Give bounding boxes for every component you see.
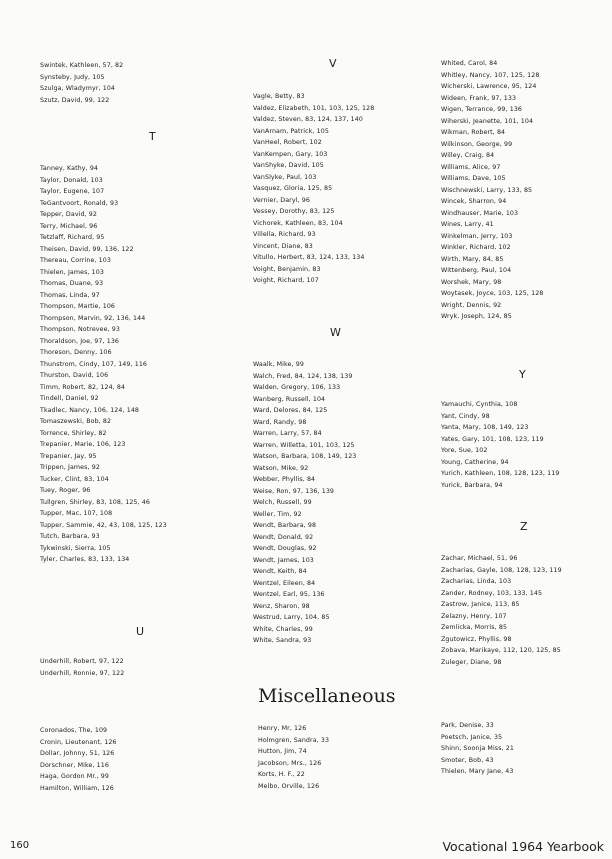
index-entry: Wigen, Terrance, 99, 136 xyxy=(441,106,523,113)
index-entry: Wentzel, Earl, 95, 136 xyxy=(253,591,325,598)
index-entry: Wenz, Sharon, 98 xyxy=(253,602,310,610)
index-entry: Thomas, Duane, 93 xyxy=(40,280,104,287)
index-entry: Park, Denise, 33 xyxy=(441,722,494,729)
page-number: 160 xyxy=(10,840,30,851)
index-entry: Williams, Dave, 105 xyxy=(441,175,506,182)
col3-y-entries xyxy=(441,399,612,491)
index-entry: Waalk, Mike, 99 xyxy=(253,361,304,368)
index-entry: Dollar, Johnny, 51, 126 xyxy=(40,750,115,757)
index-entry: Vasquez, Gloria, 125, 85 xyxy=(253,185,333,192)
index-entry: Coronados, The, 109 xyxy=(40,727,108,734)
index-entry: Tupper, Sammie, 42, 43, 108, 125, 123 xyxy=(40,521,167,529)
index-entry: Weller, Tim, 92 xyxy=(253,510,302,518)
index-entry: Zander, Rodney, 103, 133, 145 xyxy=(441,589,543,597)
index-entry: Westrud, Larry, 104, 85 xyxy=(253,614,330,621)
index-entry: Synsteby, Judy, 105 xyxy=(40,73,105,81)
index-entry: Willey, Craig, 84 xyxy=(441,152,495,159)
index-entry: Young, Catherine, 94 xyxy=(441,458,509,466)
index-entry: Wendt, Douglas, 92 xyxy=(253,545,317,552)
index-entry: Zgutowicz, Phyllis, 98 xyxy=(441,635,512,643)
index-entry: Thompson, Notrevee, 93 xyxy=(40,326,120,333)
col3-w-tail xyxy=(441,58,612,323)
index-entry: Poetsch, Janice, 35 xyxy=(441,733,503,741)
col3-z-entries xyxy=(441,553,612,668)
index-entry: VanKempen, Gary, 103 xyxy=(253,150,328,158)
index-entry: Thielen, James, 103 xyxy=(40,268,105,276)
index-entry: Thurston, David, 106 xyxy=(40,372,109,379)
col2-w-entries xyxy=(253,359,433,647)
index-entry: Yurich, Kathleen, 108, 128, 123, 119 xyxy=(441,470,560,477)
index-entry: Tullgren, Shirley, 83, 108, 125, 46 xyxy=(40,498,150,506)
index-entry: Wentzel, Eileen, 84 xyxy=(253,579,316,587)
col1-s-tail xyxy=(40,60,220,106)
index-entry: Zuleger, Diane, 98 xyxy=(441,658,502,666)
index-entry: Whitley, Nancy, 107, 125, 128 xyxy=(441,71,540,79)
index-entry: Thoreson, Denny, 106 xyxy=(40,349,112,356)
index-entry: Tepper, David, 92 xyxy=(40,211,98,218)
footer-caption: Vocational 1964 Yearbook xyxy=(442,839,604,854)
index-entry: Thereau, Corrine, 103 xyxy=(40,257,111,264)
index-entry: Vagle, Betty, 83 xyxy=(253,93,305,100)
index-entry: Voight, Benjamin, 83 xyxy=(253,265,321,273)
index-entry: Taylor, Eugene, 107 xyxy=(40,188,105,195)
index-entry: Webber, Phyllis, 84 xyxy=(253,476,316,483)
index-entry: Walden, Gregory, 106, 133 xyxy=(253,384,341,391)
index-entry: Windhauser, Marie, 103 xyxy=(441,209,519,217)
index-entry: Haga, Gordon Mr., 99 xyxy=(40,773,109,780)
index-entry: Vessey, Dorothy, 83, 125 xyxy=(253,208,335,215)
index-entry: Timm, Robert, 82, 124, 84 xyxy=(40,383,126,391)
section-letter-v: V xyxy=(329,57,337,70)
index-entry: Tomaszewski, Bob, 82 xyxy=(40,418,112,425)
section-letter-u: U xyxy=(136,625,145,638)
index-entry: Underhill, Ronnie, 97, 122 xyxy=(40,669,125,677)
index-entry: Vichorek, Kathleen, 83, 104 xyxy=(253,219,343,227)
col2-misc-entries xyxy=(258,723,438,792)
index-entry: Wanberg, Russell, 104 xyxy=(253,395,326,403)
index-entry: Theisen, David, 99, 136, 122 xyxy=(40,245,134,253)
index-entry: Cronin, Lieutenant, 126 xyxy=(40,738,117,746)
index-entry: Trepanier, Jay, 95 xyxy=(40,452,97,460)
index-entry: Shinn, Soonja Miss, 21 xyxy=(441,745,514,752)
index-entry: Wendt, Barbara, 98 xyxy=(253,522,317,529)
index-entry: Tutch, Barbara, 93 xyxy=(40,533,100,540)
col1-misc-entries xyxy=(40,725,220,794)
index-entry: VanSlyke, Paul, 103 xyxy=(253,173,317,181)
index-entry: Walch, Fred, 84, 124, 138, 139 xyxy=(253,372,353,380)
index-entry: Yamauchi, Cynthia, 108 xyxy=(441,401,518,408)
index-entry: Voight, Richard, 107 xyxy=(253,277,319,284)
index-entry: VanHeel, Robert, 102 xyxy=(253,139,322,146)
index-entry: Valdez, Elizabeth, 101, 103, 125, 128 xyxy=(253,104,375,112)
index-entry: Wines, Larry, 41 xyxy=(441,221,494,228)
index-entry: Zachar, Michael, 51, 96 xyxy=(441,555,518,562)
index-entry: Yant, Cindy, 98 xyxy=(441,412,490,420)
index-entry: Zacharias, Gayle, 108, 128, 123, 119 xyxy=(441,566,562,574)
misc-heading: Miscellaneous xyxy=(258,685,396,707)
index-entry: Tupper, Mac, 107, 108 xyxy=(40,510,113,517)
index-entry: Vincent, Diane, 83 xyxy=(253,242,313,250)
index-entry: Warren, Willetta, 101, 103, 125 xyxy=(253,441,355,449)
col3-misc-entries xyxy=(441,720,612,778)
index-entry: Villella, Richard, 93 xyxy=(253,231,316,238)
index-entry: VanArnam, Patrick, 105 xyxy=(253,127,329,135)
index-entry: Wendt, James, 103 xyxy=(253,556,314,564)
index-entry: Dorschner, Mike, 116 xyxy=(40,761,109,769)
index-entry: Zelazny, Henry, 107 xyxy=(441,612,507,620)
index-entry: Tanney, Kathy, 94 xyxy=(40,165,99,172)
section-letter-w: W xyxy=(330,326,341,339)
index-entry: Thunstrom, Cindy, 107, 149, 116 xyxy=(40,360,148,368)
index-entry: Thompson, Martie, 106 xyxy=(40,303,116,310)
index-entry: Tykwinski, Sierra, 105 xyxy=(40,544,111,552)
index-entry: Swintek, Kathleen, 57, 82 xyxy=(40,62,124,69)
index-entry: Thompson, Marvin, 92, 136, 144 xyxy=(40,314,146,322)
index-entry: Wendt, Keith, 84 xyxy=(253,568,307,575)
index-entry: Warren, Larry, 57, 84 xyxy=(253,430,322,437)
index-entry: Ward, Delores, 84, 125 xyxy=(253,407,328,414)
index-entry: Tyler, Charles, 83, 133, 134 xyxy=(40,556,130,563)
index-entry: Winkelman, Jerry, 103 xyxy=(441,232,513,240)
index-entry: White, Charles, 99 xyxy=(253,625,313,633)
index-entry: Watson, Mike, 92 xyxy=(253,464,309,472)
index-entry: Trepanier, Marie, 106, 123 xyxy=(40,441,126,448)
index-entry: Woytasek, Joyce, 103, 125, 128 xyxy=(441,290,544,297)
index-entry: Thielen, Mary Jane, 43 xyxy=(441,768,514,775)
index-entry: Holmgren, Sandra, 33 xyxy=(258,736,330,744)
index-entry: Torrence, Shirley, 82 xyxy=(40,429,107,437)
index-entry: Vitullo, Herbert, 83, 124, 133, 134 xyxy=(253,254,365,261)
index-entry: Szulga, Wladymyr, 104 xyxy=(40,85,116,92)
col2-v-entries xyxy=(253,91,433,287)
index-entry: Yurick, Barbara, 94 xyxy=(441,481,503,489)
index-entry: Whited, Carol, 84 xyxy=(441,60,498,67)
index-entry: Tindell, Daniel, 92 xyxy=(40,395,99,402)
index-entry: VanShyke, David, 105 xyxy=(253,162,324,169)
col1-u-entries xyxy=(40,656,220,679)
index-entry: Wiherski, Jeanette, 101, 104 xyxy=(441,117,534,125)
index-entry: Wikman, Robert, 84 xyxy=(441,129,506,136)
index-entry: Thomas, Linda, 97 xyxy=(40,291,100,299)
index-entry: Valdez, Steven, 83, 124, 137, 140 xyxy=(253,116,363,123)
index-entry: White, Sandra, 93 xyxy=(253,637,312,644)
index-entry: Yore, Sue, 102 xyxy=(441,447,488,454)
index-entry: Wicherski, Lawrence, 95, 124 xyxy=(441,83,537,90)
index-entry: Zobava, Marikaye, 112, 120, 125, 85 xyxy=(441,647,561,654)
index-entry: Yates, Gary, 101, 108, 123, 119 xyxy=(441,435,544,443)
index-entry: Tkadlec, Nancy, 106, 124, 148 xyxy=(40,406,140,414)
index-entry: Henry, Mr, 126 xyxy=(258,725,307,732)
index-entry: Korts, H. F., 22 xyxy=(258,771,305,778)
index-entry: Vernier, Daryl, 96 xyxy=(253,196,310,204)
section-letter-t: T xyxy=(149,130,156,143)
index-entry: Wittenberg, Paul, 104 xyxy=(441,267,512,274)
index-entry: Tuey, Roger, 96 xyxy=(40,487,91,494)
index-entry: TeGantvoort, Ronald, 93 xyxy=(40,199,119,207)
index-entry: Hutton, Jim, 74 xyxy=(258,748,307,755)
index-entry: Melbo, Orville, 126 xyxy=(258,782,320,790)
index-entry: Wilkinson, George, 99 xyxy=(441,140,513,148)
index-entry: Wright, Dennis, 92 xyxy=(441,301,502,309)
index-entry: Zemlicka, Morris, 85 xyxy=(441,624,508,631)
col1-t-entries xyxy=(40,163,220,566)
section-letter-z: Z xyxy=(520,520,528,533)
index-entry: Zastrow, Janice, 113, 85 xyxy=(441,601,520,608)
index-entry: Wendt, Donald, 92 xyxy=(253,533,314,541)
index-entry: Smoter, Bob, 43 xyxy=(441,756,494,764)
index-entry: Taylor, Donald, 103 xyxy=(40,176,103,184)
index-entry: Tucker, Clint, 83, 104 xyxy=(40,475,109,483)
index-entry: Weise, Ron, 97, 136, 139 xyxy=(253,487,335,495)
index-entry: Wideen, Frank, 97, 133 xyxy=(441,94,517,102)
index-entry: Hamilton, William, 126 xyxy=(40,784,114,792)
index-entry: Wirth, Mary, 84, 85 xyxy=(441,255,504,263)
section-letter-y: Y xyxy=(519,368,526,381)
index-entry: Jacobson, Mrs., 126 xyxy=(258,759,322,767)
index-entry: Yanta, Mary, 108, 149, 123 xyxy=(441,424,529,431)
index-entry: Terry, Michael, 96 xyxy=(40,222,98,230)
index-entry: Szutz, David, 99, 122 xyxy=(40,96,110,104)
index-entry: Zacharias, Linda, 103 xyxy=(441,578,512,585)
index-entry: Welch, Russell, 99 xyxy=(253,499,312,506)
index-entry: Worshek, Mary, 98 xyxy=(441,278,502,286)
index-entry: Wincek, Sharron, 94 xyxy=(441,198,507,205)
index-entry: Wryk, Joseph, 124, 85 xyxy=(441,313,512,320)
index-entry: Williams, Alice, 97 xyxy=(441,163,501,171)
index-entry: Underhill, Robert, 97, 122 xyxy=(40,658,124,665)
index-entry: Winkler, Richard, 102 xyxy=(441,244,511,251)
index-entry: Tetzlaff, Richard, 95 xyxy=(40,234,105,241)
index-entry: Watson, Barbara, 108, 149, 123 xyxy=(253,453,357,460)
index-entry: Thoraldson, Joe, 97, 136 xyxy=(40,337,120,345)
index-entry: Trippen, James, 92 xyxy=(40,464,100,471)
index-entry: Ward, Randy, 98 xyxy=(253,418,307,426)
index-entry: Wischnewski, Larry, 133, 85 xyxy=(441,186,533,194)
